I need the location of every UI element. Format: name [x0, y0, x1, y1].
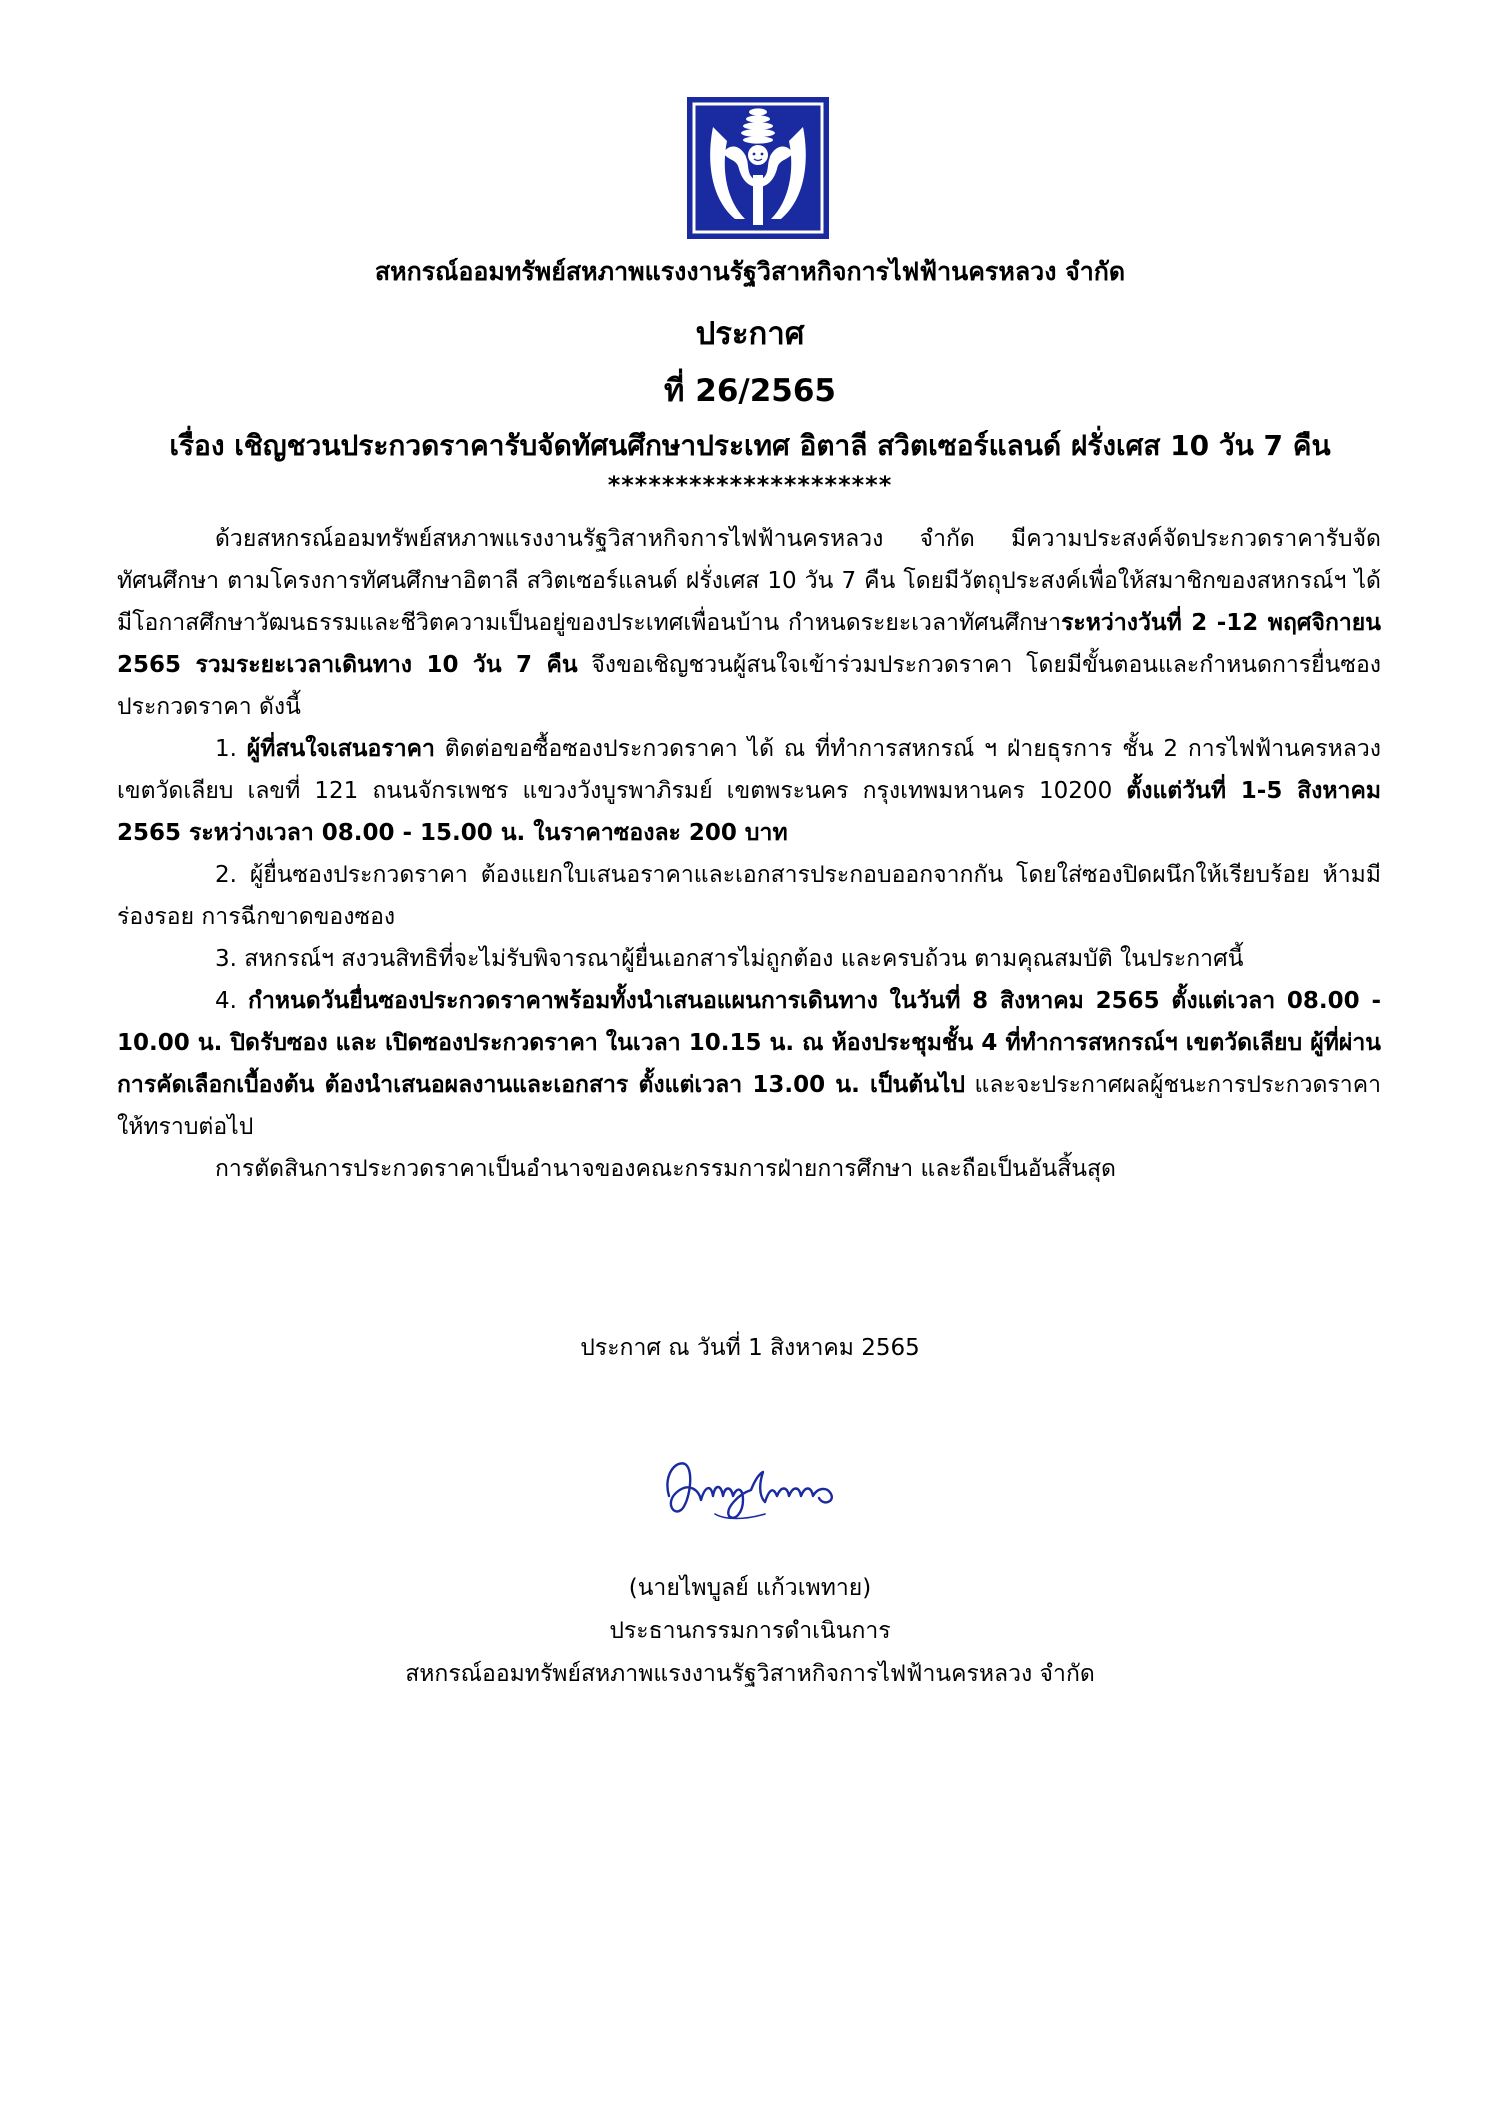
cooperative-logo-icon	[687, 97, 829, 239]
signer-position: ประธานกรรมการดำเนินการ	[609, 1618, 891, 1644]
intro-text-a: ด้วยสหกรณ์ออมทรัพย์สหภาพแรงงานรัฐวิสาหกิจการไฟฟ้านครหลวง จำกัด มีความประสงค์จัดประกวดราคารับจัดทัศนศึกษา ตามโครงการทัศนศึกษาอิตาลี สวิตเซอร์แลนด์ ฝรั่งเศส 10 วัน 7 คืน โดยมีวัตถุประสงค์เพื่อให้สมาชิกของสหกรณ์ฯ ได้มีโอกาสศึกษาวัฒนธรรมและชีวิตความเป็นอยู่ของประเทศเพื่อนบ้าน กำหนดระยะเวลาทัศนศึกษา	[117, 526, 1381, 636]
organization-name: สหกรณ์ออมทรัพย์สหภาพแรงงานรัฐวิสาหกิจการไฟฟ้านครหลวง จำกัด	[374, 257, 1126, 286]
item-1-text: ติดต่อขอซื้อซองประกวดราคา ได้ ณ ที่ทำการสหกรณ์ ฯ ฝ่ายธุรการ ชั้น 2 การไฟฟ้านครหลวง เขตวัดเลียบ เลขที่ 121 ถนนจักรเพชร แขวงวังบูรพาภิรมย์ เขตพระนคร กรุงเทพมหานคร 10200	[117, 736, 1381, 804]
announcement-subject: เรื่อง เชิญชวนประกวดราคารับจัดทัศนศึกษาประเทศ อิตาลี สวิตเซอร์แลนด์ ฝรั่งเศส 10 วัน 7 คืน	[169, 429, 1331, 462]
item-4-number: 4.	[215, 988, 249, 1014]
item-3: 3. สหกรณ์ฯ สงวนสิทธิที่จะไม่รับพิจารณาผู้ยื่นเอกสารไม่ถูกต้อง และครบถ้วน ตามคุณสมบัติ ในประกาศนี้	[215, 946, 1244, 972]
signer-organization: สหกรณ์ออมทรัพย์สหภาพแรงงานรัฐวิสาหกิจการไฟฟ้านครหลวง จำกัด	[405, 1661, 1095, 1687]
item-1-dates: ตั้งแต่วันที่ 1-5 สิงหาคม 2565 ระหว่างเวลา 08.00 - 15.00 น. ในราคาซองละ 200 บาท	[117, 778, 1381, 846]
item-1	[117, 728, 1381, 854]
intro-text-c: จึงขอเชิญชวนผู้สนใจเข้าร่วมประกวดราคา โดยมีขั้นตอนและกำหนดการยื่นซองประกวดราคา ดังนี้	[117, 652, 1381, 720]
signature-icon	[655, 1450, 865, 1530]
closing-paragraph: การตัดสินการประกวดราคาเป็นอำนาจของคณะกรรมการฝ่ายการศึกษา และถือเป็นอันสิ้นสุด	[215, 1156, 1116, 1182]
item-2: 2. ผู้ยื่นซองประกวดราคา ต้องแยกใบเสนอราคาและเอกสารประกอบออกจากกัน โดยใส่ซองปิดผนึกให้เรียบร้อย ห้ามมีร่องรอย การฉีกขาดของซอง	[117, 862, 1381, 930]
item-1-number: 1.	[215, 736, 247, 762]
announcement-number: ที่ 26/2565	[664, 373, 836, 409]
announcement-title: ประกาศ	[695, 316, 805, 352]
announcement-date: ประกาศ ณ วันที่ 1 สิงหาคม 2565	[580, 1335, 920, 1361]
signer-name: (นายไพบูลย์ แก้วเพทาย)	[628, 1575, 872, 1601]
item-4	[117, 980, 1381, 1148]
item-1-heading: ผู้ที่สนใจเสนอราคา	[246, 736, 435, 762]
announcement-body	[117, 518, 1381, 1190]
item-4-text: และจะประกาศผลผู้ชนะการประกวดราคาให้ทราบต่อไป	[117, 1072, 1381, 1140]
separator-stars: *********************	[607, 471, 893, 499]
intro-trip-dates: ระหว่างวันที่ 2 -12 พฤศจิกายน 2565 รวมระยะเวลาเดินทาง 10 วัน 7 คืน	[117, 610, 1381, 678]
intro-paragraph	[117, 518, 1381, 728]
item-4-bold-text: กำหนดวันยื่นซองประกวดราคาพร้อมทั้งนำเสนอแผนการเดินทาง ในวันที่ 8 สิงหาคม 2565 ตั้งแต่เวลา 08.00 - 10.00 น. ปิดรับซอง และ เปิดซองประกวดราคา ในเวลา 10.15 น. ณ ห้องประชุมชั้น 4 ที่ทำการสหกรณ์ฯ เขตวัดเลียบ ผู้ที่ผ่านการคัดเลือกเบื้องต้น ต้องนำเสนอผลงานและเอกสาร ตั้งแต่เวลา 13.00 น. เป็นต้นไป	[117, 988, 1381, 1098]
